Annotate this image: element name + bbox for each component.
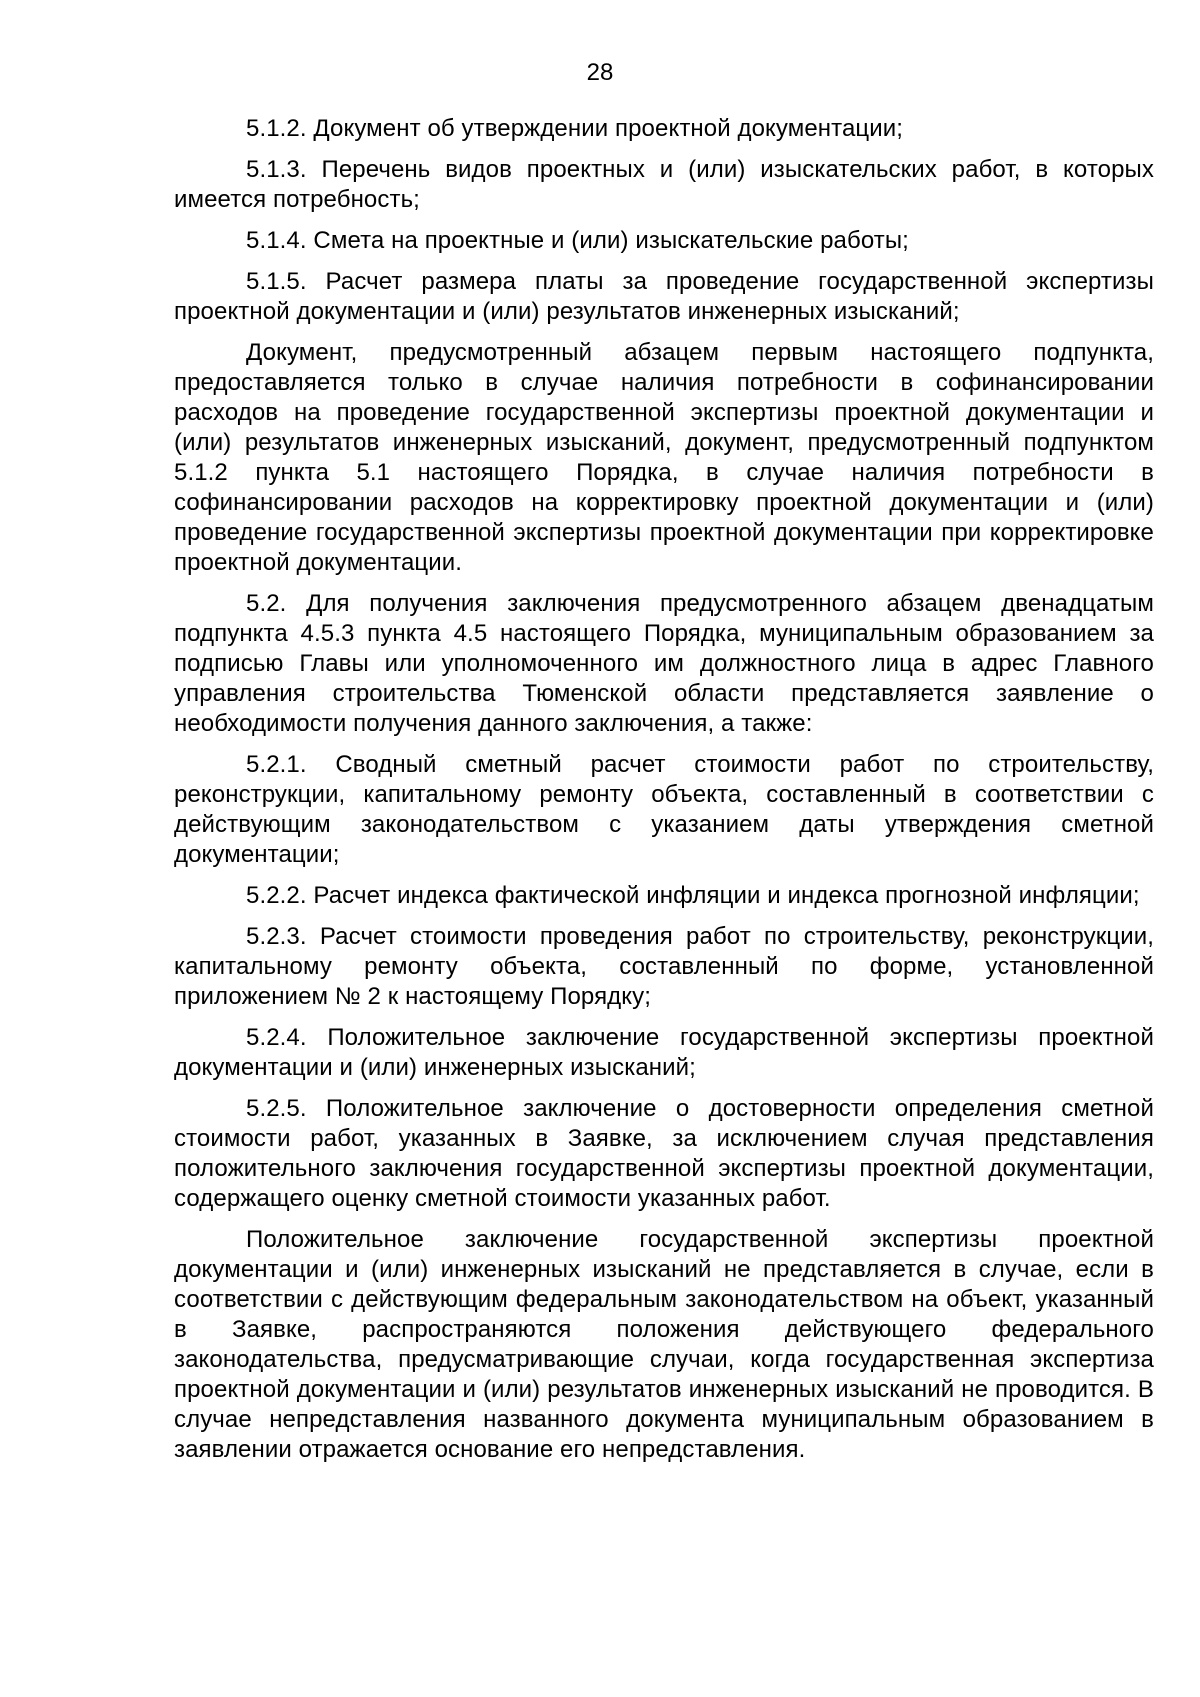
paragraph-5-1-4: 5.1.4. Смета на проектные и (или) изыскательские работы;	[246, 227, 909, 254]
paragraph-5-2-4: 5.2.4. Положительное заключение государственной экспертизы проектной документации и (или) инженерных изысканий;	[174, 1024, 1154, 1081]
document-body	[174, 114, 1154, 1476]
paragraph-5-1-5: 5.1.5. Расчет размера платы за проведение государственной экспертизы проектной документации и (или) результатов инженерных изысканий;	[174, 268, 1154, 325]
paragraph-5-2-2: 5.2.2. Расчет индекса фактической инфляции и индекса прогнозной инфляции;	[246, 882, 1140, 909]
paragraph-5-1-2: 5.1.2. Документ об утверждении проектной документации;	[246, 115, 904, 142]
paragraph-note-documents: Документ, предусмотренный абзацем первым настоящего подпункта, предоставляется только в случае наличия потребности в софинансировании расходов на проведение государственной экспертизы проектной документации и (или) результатов инженерных изысканий, документ, предусмотренный подпунктом 5.1.2 пункта 5.1 настоящего Порядка, в случае наличия потребности в софинансировании расходов на корректировку проектной документации и (или) проведение государственной экспертизы проектной документации при корректировке проектной документации.	[174, 339, 1154, 576]
paragraph-note-expertise: Положительное заключение государственной экспертизы проектной документации и (или) инженерных изысканий не представляется в случае, если в соответствии с действующим федеральным законодательством на объект, указанный в Заявке, распространяются положения действующего федерального законодательства, предусматривающие случаи, когда государственная экспертиза проектной документации и (или) результатов инженерных изысканий не проводится. В случае непредставления названного документа муниципальным образованием в заявлении отражается основание его непредставления.	[174, 1226, 1154, 1463]
paragraph-5-2-3: 5.2.3. Расчет стоимости проведения работ по строительству, реконструкции, капитальному ремонту объекта, составленный по форме, установленной приложением № 2 к настоящему Порядку;	[174, 923, 1154, 1010]
paragraph-5-1-3: 5.1.3. Перечень видов проектных и (или) изыскательских работ, в которых имеется потребность;	[174, 156, 1154, 213]
paragraph-5-2-5: 5.2.5. Положительное заключение о достоверности определения сметной стоимости работ, указанных в Заявке, за исключением случая представления положительного заключения государственной экспертизы проектной документации, содержащего оценку сметной стоимости указанных работ.	[174, 1095, 1154, 1212]
page-number: 28	[586, 59, 614, 86]
paragraph-5-2-1: 5.2.1. Сводный сметный расчет стоимости работ по строительству, реконструкции, капитальному ремонту объекта, составленный в соответствии с действующим законодательством с указанием даты утверждения сметной документации;	[174, 751, 1154, 868]
paragraph-5-2: 5.2. Для получения заключения предусмотренного абзацем двенадцатым подпункта 4.5.3 пункта 4.5 настоящего Порядка, муниципальным образованием за подписью Главы или уполномоченного им должностного лица в адрес Главного управления строительства Тюменской области представляется заявление о необходимости получения данного заключения, а также:	[174, 590, 1154, 737]
